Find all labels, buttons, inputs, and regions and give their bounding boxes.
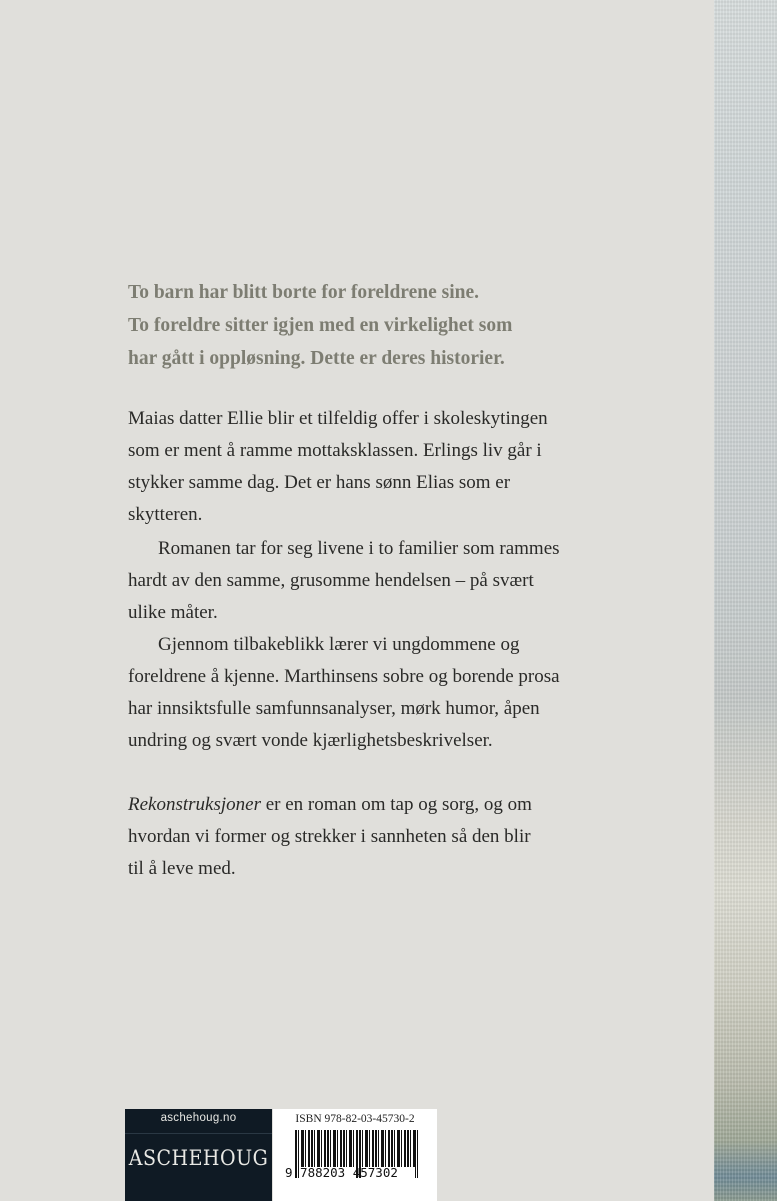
text-line: hvordan vi former og strekker i sannheten så den blir — [128, 826, 531, 847]
cover-image-strip — [714, 0, 777, 1201]
isbn-box — [273, 1109, 437, 1201]
text-line: Romanen tar for seg livene i to familier som rammes — [158, 538, 560, 559]
lead-line: To foreldre sitter igjen med en virkelighet som — [128, 315, 513, 336]
isbn-label: ISBN 978-82-03-45730-2 — [295, 1113, 415, 1125]
text-line: Maias datter Ellie blir et tilfeldig offer i skoleskytingen — [128, 408, 548, 429]
text-line: undring og svært vonde kjærlighetsbeskrivelser. — [128, 730, 493, 751]
text-line — [128, 789, 668, 821]
body-paragraph-3 — [128, 629, 668, 757]
text-line: som er ment å ramme mottaksklassen. Erlings liv går i — [128, 440, 542, 461]
text-line: stykker samme dag. Det er hans sønn Elias som er — [128, 472, 511, 493]
publisher-box — [125, 1109, 272, 1201]
lead-line: har gått i oppløsning. Dette er deres historier. — [128, 348, 505, 369]
divider — [125, 1133, 272, 1134]
text-line: ulike måter. — [128, 602, 218, 623]
text-line: skytteren. — [128, 504, 203, 525]
text-line: foreldrene å kjenne. Marthinsens sobre og borende prosa — [128, 666, 560, 687]
lead-paragraph — [128, 276, 648, 375]
publisher-url: aschehoug.no — [160, 1112, 237, 1124]
text-fragment: er en roman om tap og sorg, og om — [260, 794, 532, 815]
publisher-logo: ASCHEHOUG — [128, 1145, 269, 1171]
book-title: Rekonstruksjoner — [128, 794, 261, 815]
text-line: har innsiktsfulle samfunnsanalyser, mørk humor, åpen — [128, 698, 540, 719]
body-paragraph-1 — [128, 403, 668, 531]
text-line: til å leve med. — [128, 858, 236, 879]
body-paragraph-4 — [128, 789, 668, 885]
body-paragraph-2 — [128, 533, 668, 629]
lead-line: To barn har blitt borte for foreldrene sine. — [128, 282, 479, 303]
barcode-digits: 9 788203 457302 — [285, 1165, 398, 1180]
text-line: Gjennom tilbakeblikk lærer vi ungdommene og — [158, 634, 520, 655]
text-line: hardt av den samme, grusomme hendelsen – på svært — [128, 570, 534, 591]
